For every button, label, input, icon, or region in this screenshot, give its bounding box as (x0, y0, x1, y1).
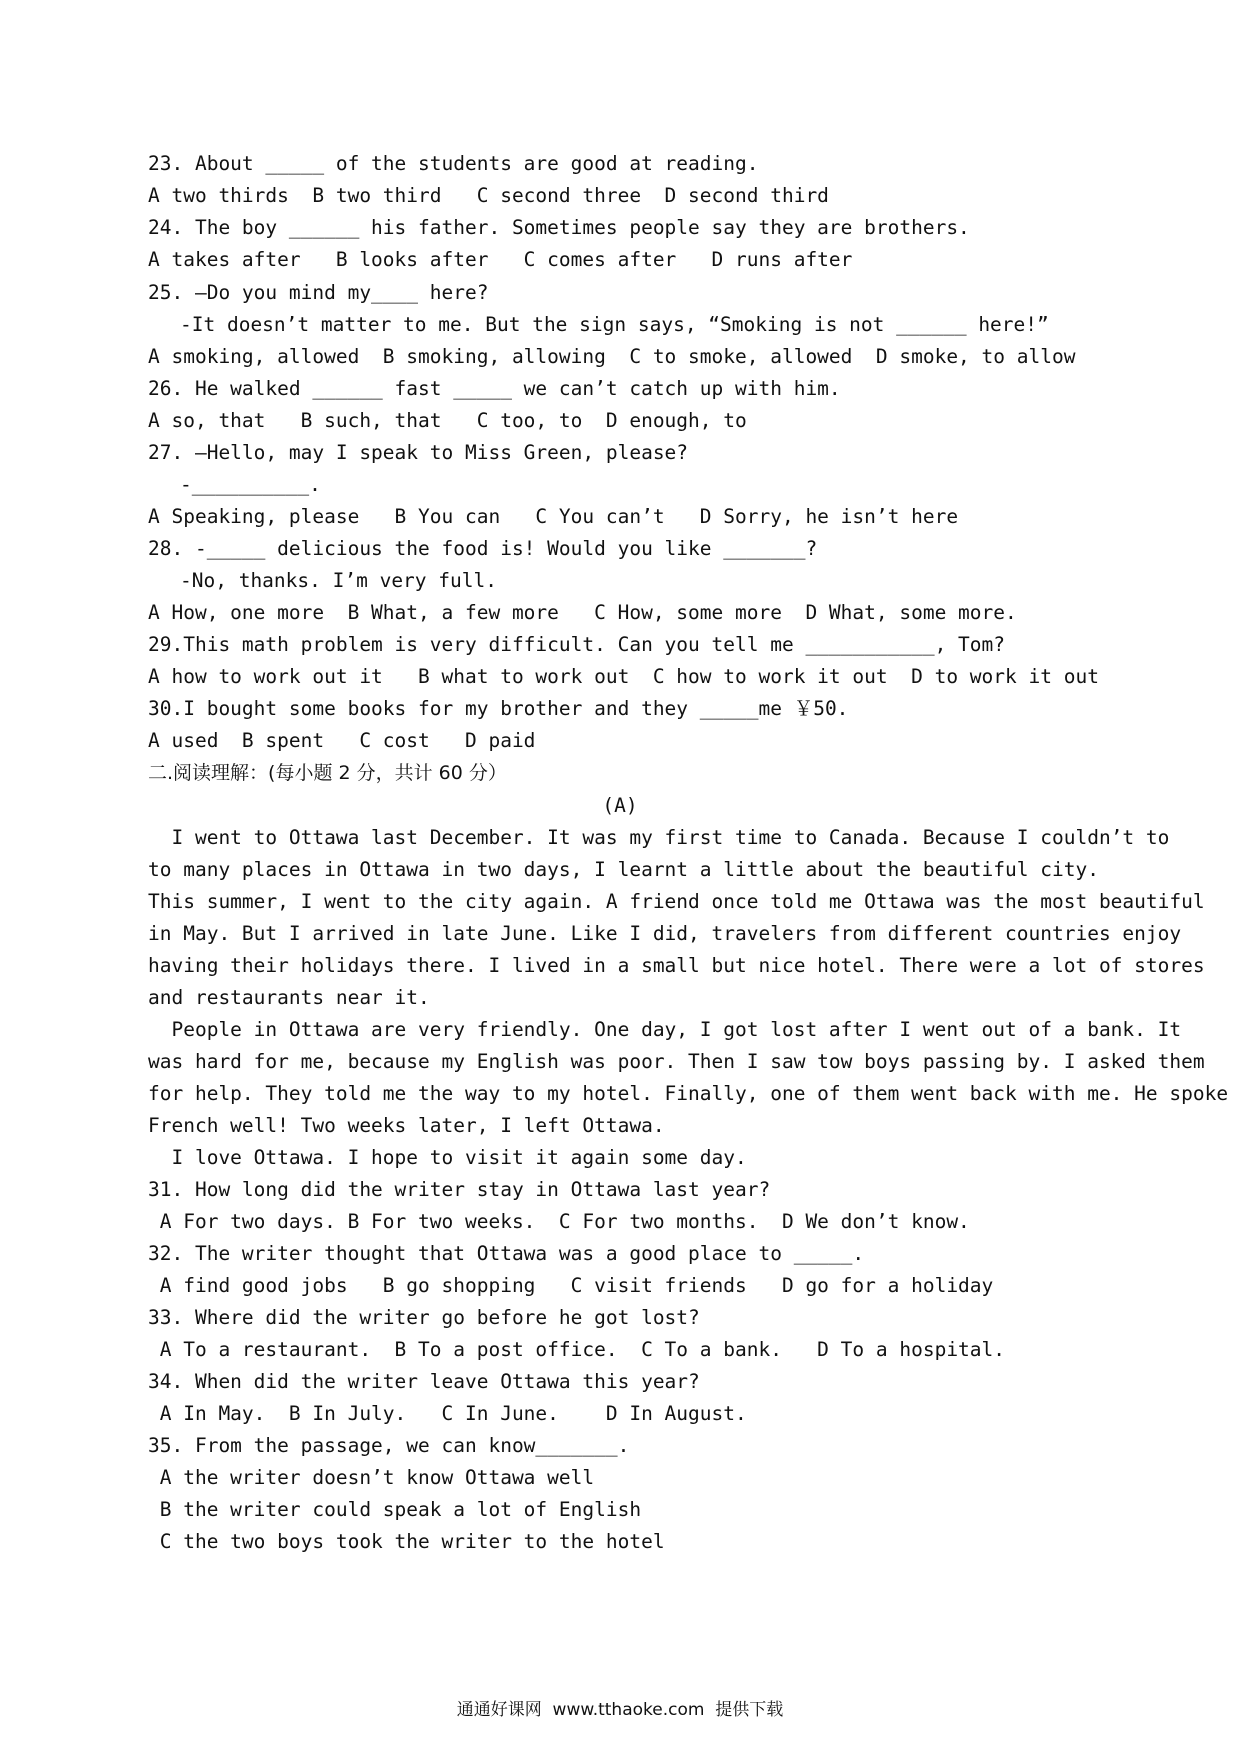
question-23-stem: 23. About _____ of the students are good at reading. (148, 152, 759, 175)
question-25-options: A smoking, allowed B smoking, allowing C to smoke, allowed D smoke, to allow (148, 345, 1076, 368)
question-29-stem: 29.This math problem is very difficult. Can you tell me ___________, Tom? (148, 633, 1006, 656)
question-32-stem: 32. The writer thought that Ottawa was a good place to _____. (148, 1242, 865, 1265)
passage-line: and restaurants near it. (148, 986, 430, 1009)
question-26-stem: 26. He walked ______ fast _____ we can’t catch up with him. (148, 377, 841, 400)
question-27-options: A Speaking, please B You can C You can’t D Sorry, he isn’t here (148, 505, 959, 528)
question-27-reply: -__________. (180, 473, 321, 496)
question-27-stem: 27. –Hello, may I speak to Miss Green, please? (148, 441, 689, 464)
passage-line: for help. They told me the way to my hotel. Finally, one of them went back with me. He spoke (148, 1082, 1229, 1105)
passage-line: This summer, I went to the city again. A friend once told me Ottawa was the most beautiful (148, 890, 1205, 913)
passage-line: People in Ottawa are very friendly. One day, I got lost after I went out of a bank. It (148, 1018, 1182, 1041)
question-23-options: A two thirds B two third C second three D second third (148, 184, 829, 207)
passage-line: was hard for me, because my English was poor. Then I saw tow boys passing by. I asked them (148, 1050, 1205, 1073)
question-30-stem: 30.I bought some books for my brother and they _____me ￥50. (148, 697, 849, 720)
question-28-reply: -No, thanks. I’m very full. (180, 569, 497, 592)
question-28-stem: 28. -_____ delicious the food is! Would you like _______? (148, 537, 818, 560)
question-30-options: A used B spent C cost D paid (148, 729, 536, 752)
question-24-stem: 24. The boy ______ his father. Sometimes people say they are brothers. (148, 216, 970, 239)
question-25-reply: -It doesn’t matter to me. But the sign says, “Smoking is not ______ here!” (180, 313, 1049, 336)
question-35-stem: 35. From the passage, we can know_______. (148, 1434, 630, 1457)
passage-line: I love Ottawa. I hope to visit it again some day. (148, 1146, 747, 1169)
passage-line: French well! Two weeks later, I left Ottawa. (148, 1114, 665, 1137)
question-28-options: A How, one more B What, a few more C How, some more D What, some more. (148, 601, 1017, 624)
question-26-options: A so, that B such, that C too, to D enough, to (148, 409, 747, 432)
passage-line: to many places in Ottawa in two days, I learnt a little about the beautiful city. (148, 858, 1099, 881)
question-33-stem: 33. Where did the writer go before he got lost? (148, 1306, 700, 1329)
question-35-option-b: B the writer could speak a lot of English (148, 1498, 642, 1521)
question-34-options: A In May. B In July. C In June. D In August. (148, 1402, 747, 1425)
section-heading: 二.阅读理解：(每小题 2 分，共计 60 分） (148, 762, 507, 784)
question-31-options: A For two days. B For two weeks. C For two months. D We don’t know. (148, 1210, 970, 1233)
question-24-options: A takes after B looks after C comes after D runs after (148, 248, 853, 271)
question-35-option-c: C the two boys took the writer to the hotel (148, 1530, 665, 1553)
question-33-options: A To a restaurant. B To a post office. C To a bank. D To a hospital. (148, 1338, 1006, 1361)
question-35-option-a: A the writer doesn’t know Ottawa well (148, 1466, 595, 1489)
page-footer: 通通好课网 www.tthaoke.com 提供下载 (456, 1700, 784, 1720)
question-31-stem: 31. How long did the writer stay in Ottawa last year? (148, 1178, 771, 1201)
passage-line: having their holidays there. I lived in a small but nice hotel. There were a lot of stores (148, 954, 1205, 977)
question-34-stem: 34. When did the writer leave Ottawa this year? (148, 1370, 700, 1393)
passage-line: I went to Ottawa last December. It was my first time to Canada. Because I couldn’t to (148, 826, 1170, 849)
question-32-options: A find good jobs B go shopping C visit friends D go for a holiday (148, 1274, 994, 1297)
question-29-options: A how to work out it B what to work out C how to work it out D to work it out (148, 665, 1099, 688)
passage-label: (A) (602, 794, 638, 817)
question-25-stem: 25. –Do you mind my____ here? (148, 281, 489, 304)
passage-line: in May. But I arrived in late June. Like I did, travelers from different countries enjoy (148, 922, 1182, 945)
